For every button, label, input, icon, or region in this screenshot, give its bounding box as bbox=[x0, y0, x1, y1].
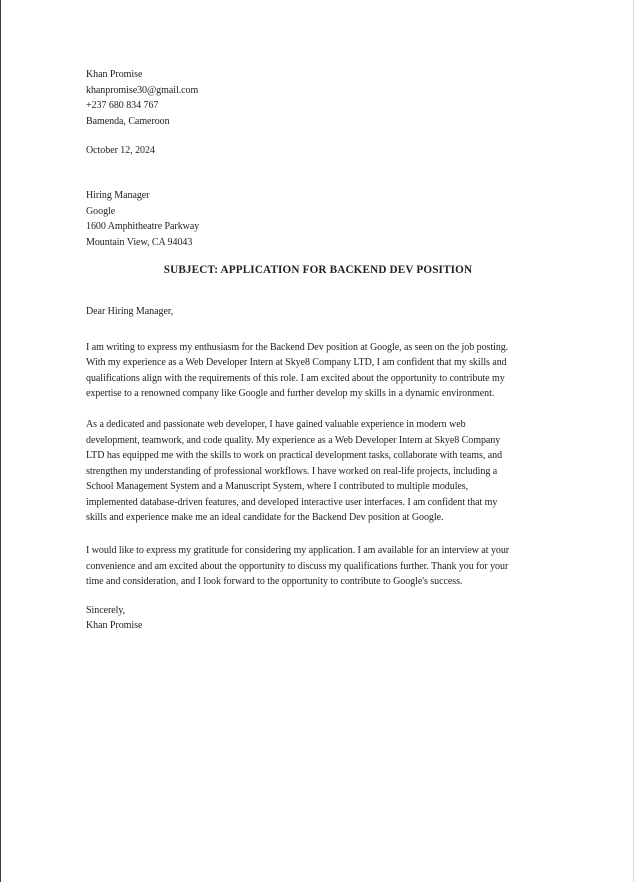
recipient-title: Hiring Manager bbox=[86, 189, 150, 201]
paragraph-line: development, teamwork, and code quality. My experience as a Web Developer Intern at Skye8 Company bbox=[86, 434, 501, 446]
recipient-company: Google bbox=[86, 205, 116, 217]
subject-line: SUBJECT: APPLICATION FOR BACKEND DEV POSITION bbox=[163, 264, 473, 277]
paragraph-experience bbox=[86, 417, 550, 526]
paragraph-line: expertise to a renowned company like Google and further develop my skills in a dynamic environment. bbox=[86, 388, 495, 400]
paragraph-line: School Management System and a Manuscript System, where I contributed to multiple modules, bbox=[86, 481, 469, 493]
recipient-block bbox=[86, 188, 550, 250]
recipient-city: Mountain View, CA 94043 bbox=[86, 236, 193, 248]
paragraph-line: time and consideration, and I look forward to the opportunity to contribute to Google's success. bbox=[86, 576, 463, 588]
paragraph-line: skills and experience make me an ideal candidate for the Backend Dev position at Google. bbox=[86, 512, 444, 524]
paragraph-line: convenience and am excited about the opportunity to discuss my qualifications further. Thank you for your bbox=[86, 560, 509, 572]
sender-name: Khan Promise bbox=[86, 69, 143, 80]
paragraph-line: implemented database-driven features, and developed interactive user interfaces. I am confident that my bbox=[86, 496, 498, 508]
paragraph-line: strengthen my understanding of professional workflows. I have worked on real-life projects, including a bbox=[86, 465, 498, 477]
cover-letter bbox=[86, 67, 550, 634]
closing-block bbox=[86, 603, 550, 634]
sender-block bbox=[86, 67, 550, 129]
paragraph-closing bbox=[86, 543, 550, 590]
paragraph-line: I would like to express my gratitude for considering my application. I am available for an interview at your bbox=[86, 545, 510, 557]
valediction: Sincerely, bbox=[86, 604, 126, 616]
letter-date bbox=[86, 143, 550, 159]
paragraph-line: LTD has equipped me with the skills to work on practical development tasks, collaborate with teams, and bbox=[86, 450, 503, 462]
sender-location: Bamenda, Cameroon bbox=[86, 115, 170, 127]
signature-name: Khan Promise bbox=[86, 620, 143, 632]
salutation: Dear Hiring Manager, bbox=[86, 305, 174, 317]
paragraph-line: qualifications align with the requirements of this role. I am excited about the opportunity to contribute my bbox=[86, 372, 505, 384]
paragraph-line: With my experience as a Web Developer Intern at Skye8 Company LTD, I am confident that my skills and bbox=[86, 357, 507, 369]
date-text: October 12, 2024 bbox=[86, 145, 155, 157]
paragraph-intro bbox=[86, 340, 550, 402]
paragraph-line: As a dedicated and passionate web developer, I have gained valuable experience in modern web bbox=[86, 418, 466, 430]
page-edge-left bbox=[0, 0, 1, 882]
recipient-street: 1600 Amphitheatre Parkway bbox=[86, 221, 200, 233]
sender-email: khanpromise30@gmail.com bbox=[86, 84, 199, 96]
sender-phone: +237 680 834 767 bbox=[86, 100, 159, 112]
paragraph-line: I am writing to express my enthusiasm for the Backend Dev position at Google, as seen on the job posting. bbox=[86, 341, 509, 353]
